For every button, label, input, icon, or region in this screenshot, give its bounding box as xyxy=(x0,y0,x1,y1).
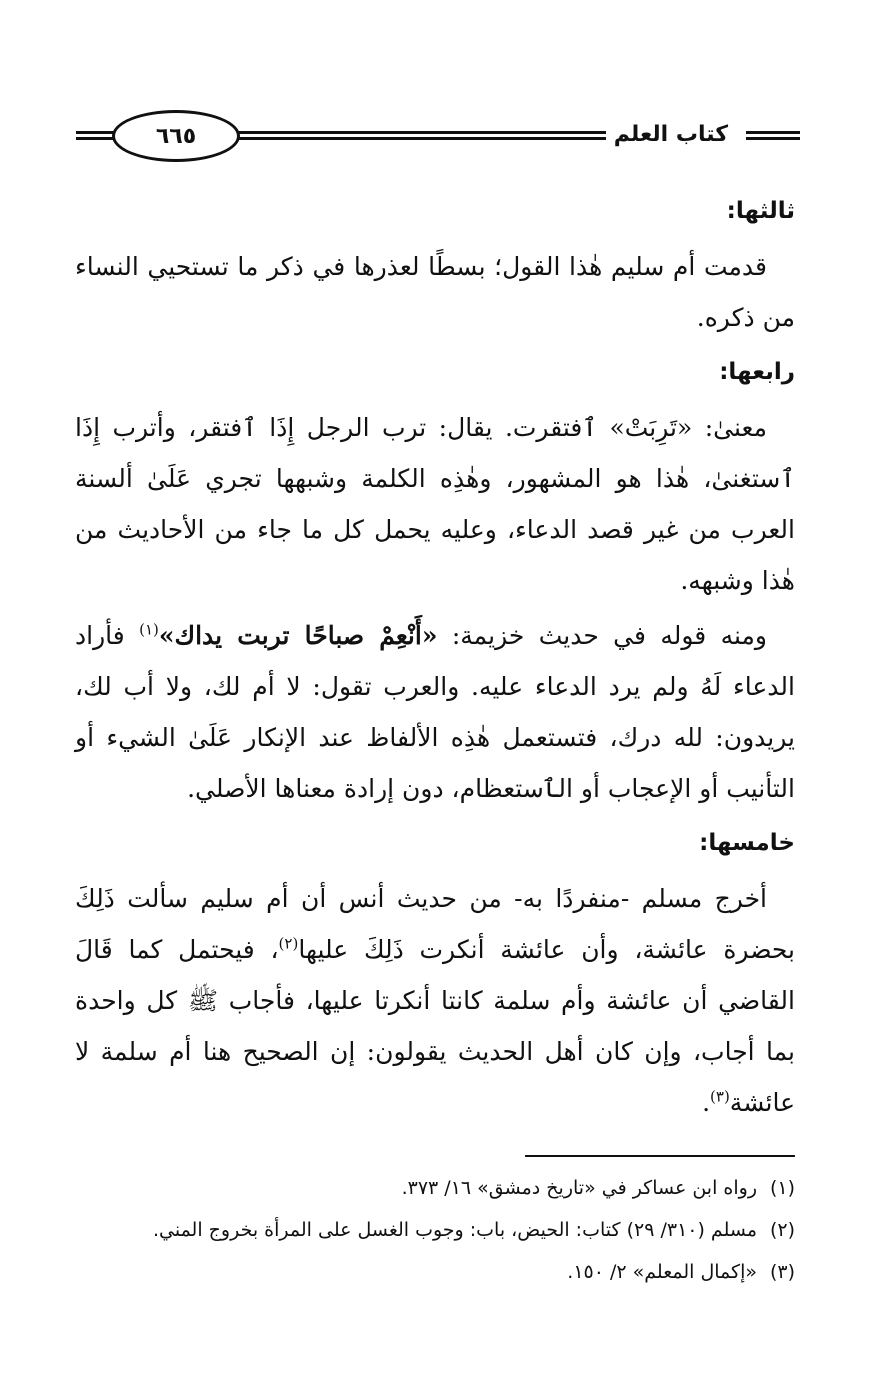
footnote-item xyxy=(75,1170,795,1206)
running-header xyxy=(76,110,800,166)
footnote-text: مسلم (٣١٠/ ٢٩) كتاب: الحيض، باب: وجوب الغسل على المرأة بخروج المني. xyxy=(152,1219,757,1241)
page-number: ٦٦٥ xyxy=(155,123,197,149)
paragraph-text: أخرج مسلم -منفردًا به- من حديث أنس أن أم سليم سألت ذَلِكَ بحضرة عائشة، وأن عائشة أنكرت ذَلِكَ عليها xyxy=(75,884,795,964)
paragraph-text: . xyxy=(702,1088,711,1117)
paragraph: قدمت أم سليم هٰذا القول؛ بسطًا لعذرها في ذكر ما تستحيي النساء من ذكره. xyxy=(75,252,795,332)
footnotes xyxy=(75,1170,795,1296)
footnote-ref-3[interactable]: (٣) xyxy=(710,1087,730,1106)
main-text xyxy=(75,186,795,1132)
page-number-badge xyxy=(112,110,240,162)
paragraph-text: ومنه قوله في حديث خزيمة: xyxy=(437,621,767,650)
paragraph xyxy=(75,873,795,1128)
running-title: كتاب العلم xyxy=(606,122,736,147)
paragraph xyxy=(75,610,795,814)
hadith-quote: «أَنْعِمْ صباحًا تربت يداك» xyxy=(158,621,438,650)
footnote-text: «إكمال المعلم» ٢/ ١٥٠. xyxy=(567,1261,757,1283)
section-heading-fourth: رابعها: xyxy=(719,359,795,385)
section-heading-third: ثالثها: xyxy=(726,198,795,224)
section-heading-fifth: خامسها: xyxy=(699,830,795,856)
paragraph-text: فأراد الدعاء لَهُ ولم يرد الدعاء عليه. والعرب تقول: لا أم لك، ولا أب لك، يريدون: لله درك، فتستعمل هٰذِه الألفاظ عند الإنكار عَلَىٰ الشيء أو التأنيب أو الإعجاب أو الٱستعظام، دون إرادة معناها الأصلي. xyxy=(75,621,795,803)
footnote-separator xyxy=(525,1155,795,1157)
footnote-item xyxy=(75,1254,795,1290)
footnote-text: رواه ابن عساكر في «تاريخ دمشق» ١٦/ ٣٧٣. xyxy=(401,1177,757,1199)
footnote-ref-1[interactable]: (١) xyxy=(139,620,159,639)
header-rule-right xyxy=(746,131,800,143)
footnote-number: (٢) xyxy=(769,1219,795,1241)
paragraph: معنىٰ: «تَرِبَتْ» ٱفتقرت. يقال: ترب الرجل إِذَا ٱفتقر، وأترب إِذَا ٱستغنىٰ، هٰذا هو المشهور، وهٰذِه الكلمة وشبهها تجري عَلَىٰ ألسنة العرب من غير قصد الدعاء، وعليه يحمل كل ما جاء من الأحاديث من هٰذا وشبهه. xyxy=(75,413,795,595)
footnote-item xyxy=(75,1212,795,1248)
paragraph-text: ، فيحتمل كما قَالَ القاضي أن عائشة وأم سلمة كانتا أنكرتا عليها، فأجاب ﷺ كل واحدة بما أجاب، وإن كان أهل الحديث يقولون: إن الصحيح هنا أم سلمة لا عائشة xyxy=(75,935,795,1117)
footnote-ref-2[interactable]: (٢) xyxy=(278,934,299,953)
footnote-number: (٣) xyxy=(769,1261,795,1283)
header-rule-middle xyxy=(226,131,621,143)
footnote-number: (١) xyxy=(769,1177,795,1199)
